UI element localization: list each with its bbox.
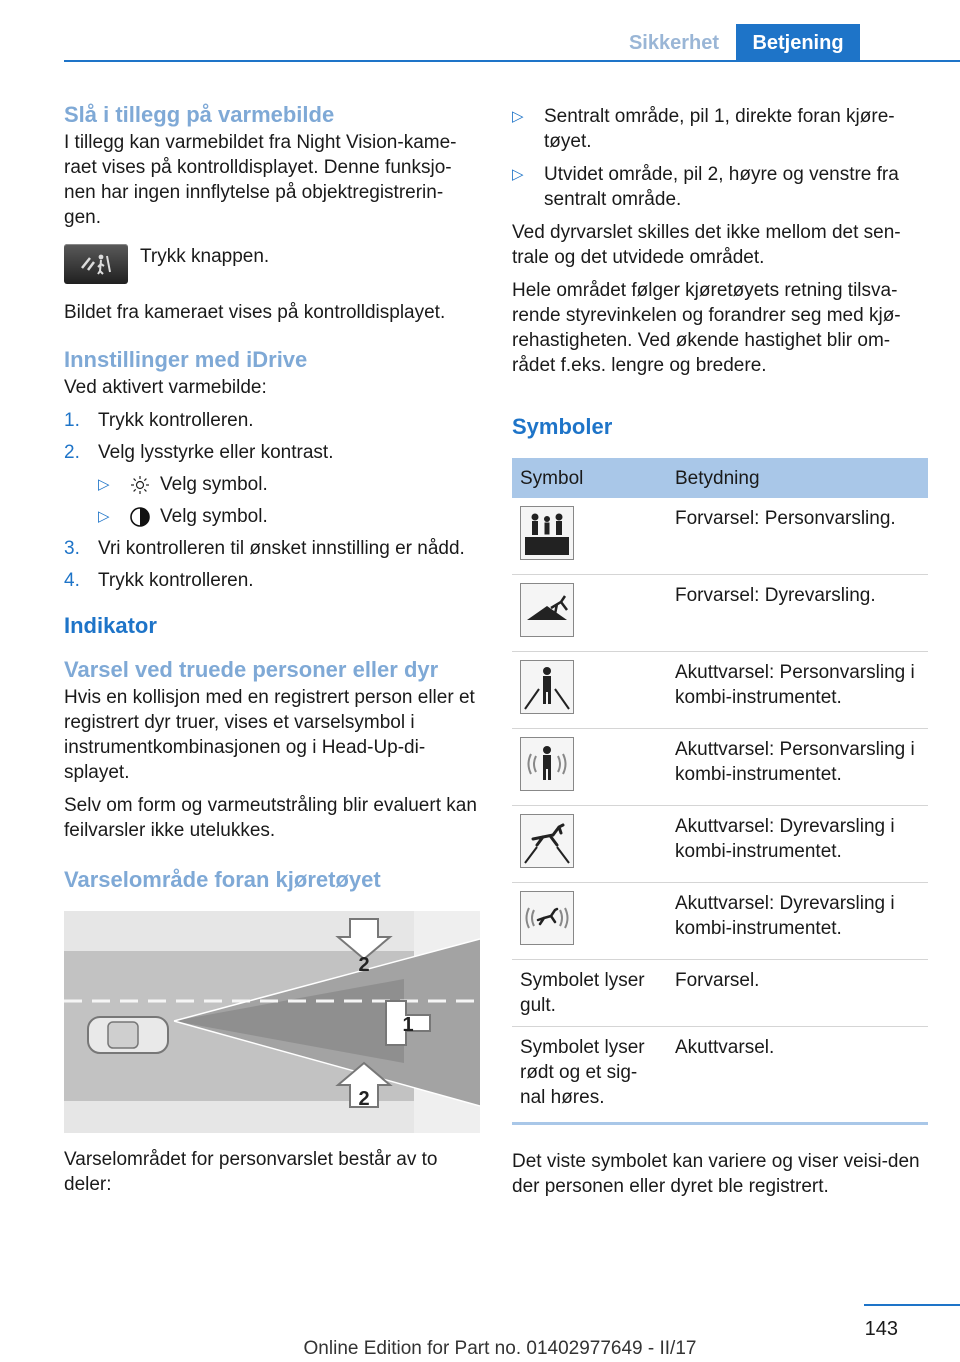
- symbols-table: [512, 458, 928, 1125]
- heading-varsel: Varsel ved truede personer eller dyr: [64, 657, 439, 682]
- area-item: [512, 162, 928, 212]
- table-cell-symbol-text: Symbolet lyser gult.: [512, 960, 667, 1027]
- contrast-icon: [130, 507, 150, 527]
- diagram-label-2-bottom: 2: [358, 1088, 370, 1110]
- table-cell-meaning: Akuttvarsel: Personvarsling i kombi-instrumentet.: [667, 729, 928, 806]
- triangle-bullet-icon: ▷: [512, 166, 524, 183]
- night-vision-button[interactable]: [64, 244, 128, 284]
- area-item-text: Sentralt område, pil 1, direkte foran kjøre-tøyet.: [544, 106, 895, 152]
- sub-item: [98, 472, 480, 497]
- step-text: Velg lysstyrke eller kontrast.: [98, 442, 334, 463]
- table-row: [512, 652, 928, 729]
- paragraph-bildet: Bildet fra kameraet vises på kontrolldisplayet.: [64, 302, 446, 323]
- triangle-bullet-icon: ▷: [512, 108, 524, 125]
- table-row: [512, 1027, 928, 1124]
- heading-varmebilde: Slå i tillegg på varmebilde: [64, 102, 335, 127]
- paragraph-dyr: Ved dyrvarslet skilles det ikke mellom det sen-trale og det utvidede området.: [512, 222, 901, 268]
- paragraph-selv: Selv om form og varmeutstråling blir evaluert kan feilvarsler ikke utelukkes.: [64, 795, 477, 841]
- table-row: [512, 883, 928, 960]
- right-column: [512, 100, 928, 1207]
- heading-indikator: Indikator: [64, 613, 157, 638]
- left-column: [64, 100, 480, 1205]
- night-vision-icon: [79, 252, 113, 276]
- edition-text: Online Edition for Part no. 01402977649 - II/17: [303, 1338, 697, 1359]
- table-row: [512, 575, 928, 652]
- table-cell-meaning: Akuttvarsel: Personvarsling i kombi-instrumentet.: [667, 652, 928, 729]
- edition-footer: [0, 1338, 960, 1360]
- triangle-bullet-icon: ▷: [98, 476, 110, 493]
- table-row: [512, 729, 928, 806]
- area-list: [512, 104, 928, 212]
- sub-item-text: Velg symbol.: [160, 474, 268, 495]
- heading-varselomrade: Varselområde foran kjøretøyet: [64, 867, 381, 892]
- deer-road-icon: [520, 814, 574, 868]
- diagram-label-2-top: 2: [358, 954, 370, 976]
- sub-list: [98, 472, 480, 529]
- area-item-text: Utvidet område, pil 2, høyre og venstre fra sentralt område.: [544, 164, 899, 210]
- table-row: [512, 806, 928, 883]
- diagram-label-1: 1: [402, 1014, 414, 1036]
- footer-rule: [864, 1304, 960, 1306]
- step-number: 3.: [64, 538, 80, 559]
- paragraph-ved-aktivert: Ved aktivert varmebilde:: [64, 377, 267, 398]
- heading-innstillinger: Innstillinger med iDrive: [64, 347, 308, 372]
- brightness-icon: [130, 475, 150, 495]
- header-rule: [64, 60, 960, 62]
- table-header-betydning: Betydning: [667, 458, 928, 498]
- step-item: [64, 568, 480, 593]
- step-item: [64, 536, 480, 561]
- button-instruction: [64, 244, 480, 284]
- table-cell-meaning: Akuttvarsel: Dyrevarsling i kombi-instrumentet.: [667, 883, 928, 960]
- table-cell-meaning: Akuttvarsel.: [667, 1027, 928, 1124]
- person-warning-icon: [520, 506, 574, 560]
- table-cell-meaning: Forvarsel: Dyrevarsling.: [667, 575, 928, 652]
- heading-symboler: Symboler: [512, 414, 613, 439]
- step-item: [64, 408, 480, 433]
- step-number: 1.: [64, 410, 80, 431]
- person-signal-icon: [520, 737, 574, 791]
- table-cell-symbol-text: Symbolet lyser rødt og et sig-nal høres.: [512, 1027, 667, 1124]
- step-text: Trykk kontrolleren.: [98, 410, 254, 431]
- sub-item: [98, 504, 480, 529]
- page-number: 143: [864, 1318, 898, 1340]
- paragraph-hvis: Hvis en kollisjon med en registrert person eller et registrert dyr truer, vises et varselsymbol i instrumentkombinasjonen og i Head-Up-di-splayet.: [64, 687, 475, 783]
- step-text: Vri kontrolleren til ønsket innstilling er nådd.: [98, 538, 465, 559]
- button-instruction-text: Trykk knappen.: [140, 246, 270, 267]
- table-header: [512, 458, 928, 498]
- table-row: [512, 498, 928, 575]
- step-number: 2.: [64, 442, 80, 463]
- paragraph-viste: Det viste symbolet kan variere og viser veisi-den der personen eller dyret ble registrert.: [512, 1151, 920, 1197]
- table-row: [512, 960, 928, 1027]
- person-road-icon: [520, 660, 574, 714]
- area-item: [512, 104, 928, 154]
- table-cell-meaning: Forvarsel: Personvarsling.: [667, 498, 928, 575]
- sub-item-text: Velg symbol.: [160, 506, 268, 527]
- step-number: 4.: [64, 570, 80, 591]
- triangle-bullet-icon: ▷: [98, 508, 110, 525]
- deer-signal-icon: [520, 891, 574, 945]
- table-cell-meaning: Akuttvarsel: Dyrevarsling i kombi-instrumentet.: [667, 806, 928, 883]
- tab-sikkerhet[interactable]: Sikkerhet: [628, 31, 720, 54]
- step-text: Trykk kontrolleren.: [98, 570, 254, 591]
- paragraph-hele: Hele området følger kjøretøyets retning tilsva-rende styrevinkelen og forandrer seg med kjø-rehastigheten. Ved økende hastighet blir om-rådet f.eks. lengre og bredere.: [512, 280, 901, 376]
- car-icon: [88, 1017, 168, 1053]
- step-item: [64, 440, 480, 529]
- tab-betjening[interactable]: Betjening: [736, 24, 860, 62]
- table-header-symbol: Symbol: [512, 458, 667, 498]
- warning-area-diagram: [64, 911, 480, 1133]
- paragraph-varmebilde: I tillegg kan varmebildet fra Night Vision-kame-raet vises på kontrolldisplayet. Denne funksjo-nen har ingen innflytelse på objektregistrerin-gen.: [64, 132, 457, 228]
- animal-warning-icon: [520, 583, 574, 637]
- steps-list: [64, 408, 480, 593]
- table-cell-meaning: Forvarsel.: [667, 960, 928, 1027]
- paragraph-omradet: Varselområdet for personvarslet består av to deler:: [64, 1149, 438, 1195]
